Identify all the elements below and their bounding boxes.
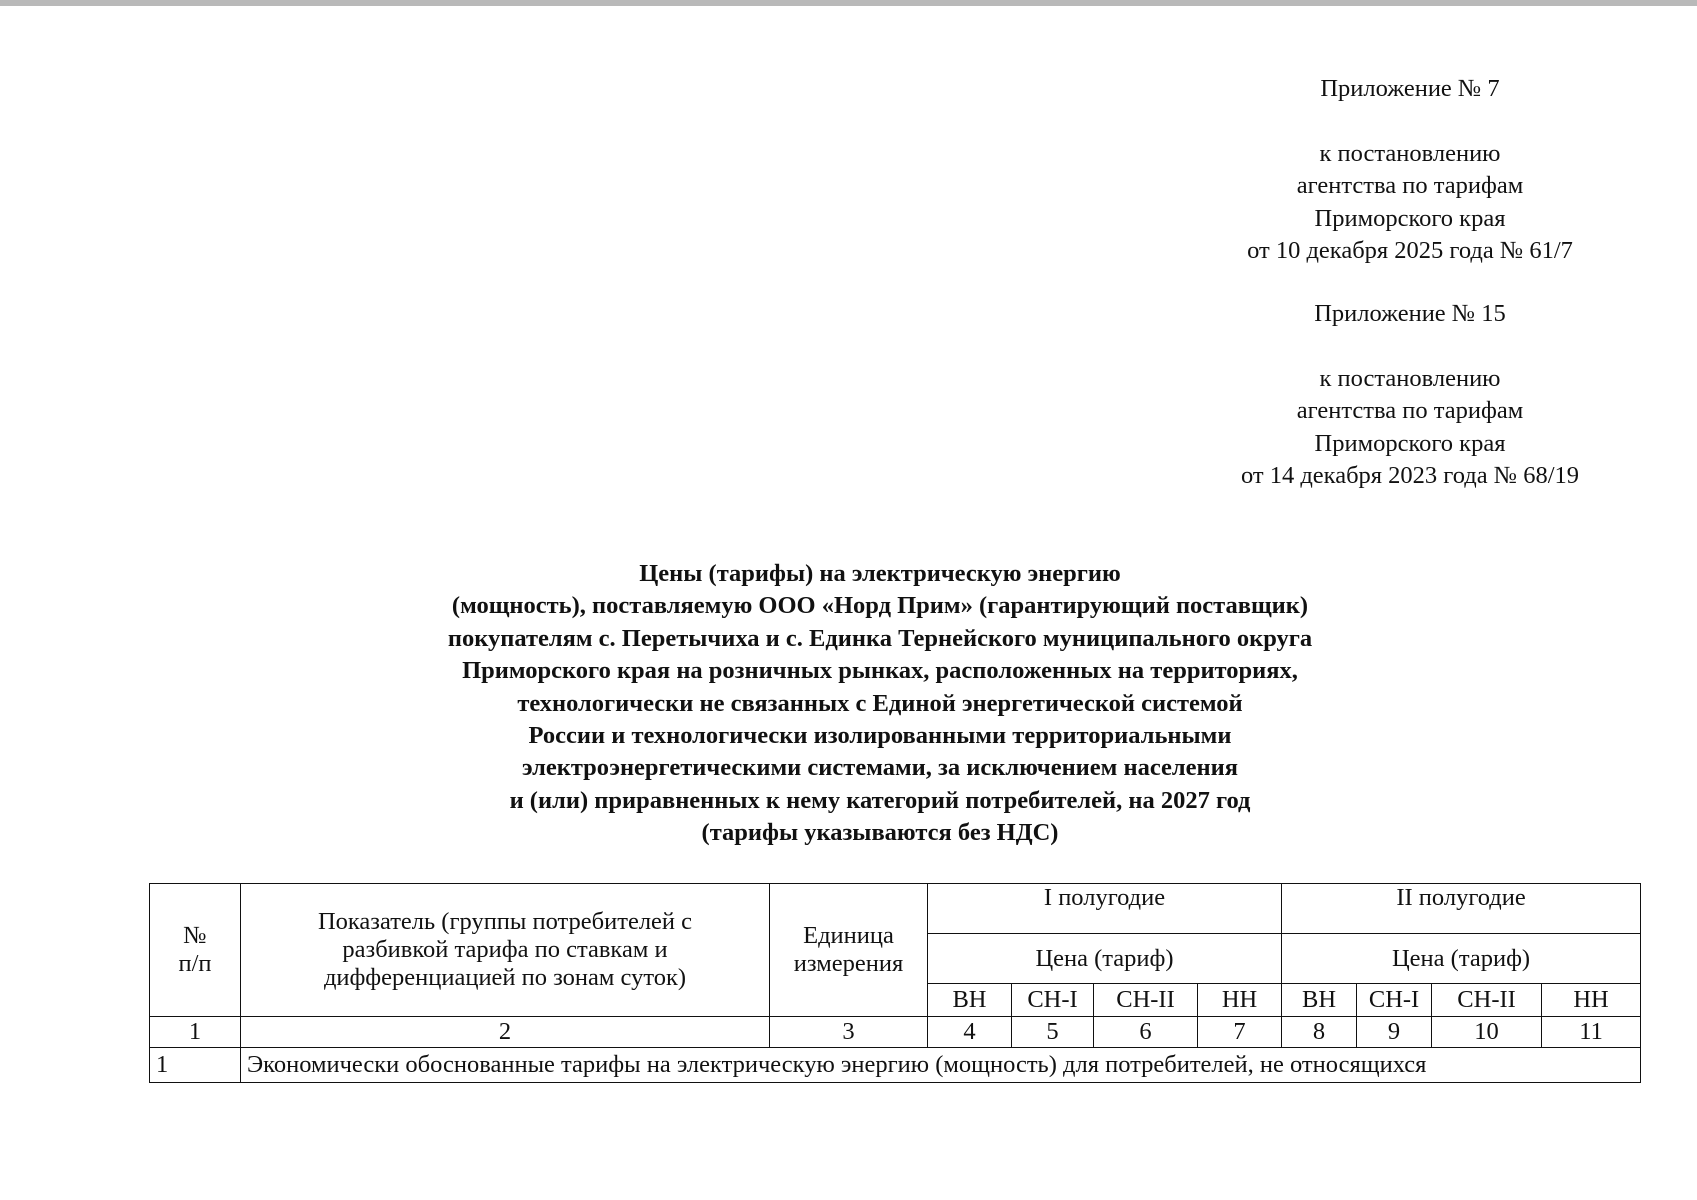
column-number: 5 — [1012, 1017, 1094, 1048]
title-line: Приморского края на розничных рынках, расположенных на территориях, — [462, 657, 1298, 685]
appendix-7-block — [1160, 73, 1660, 268]
appendix-15-line-3: Приморского края — [1314, 429, 1506, 457]
title-line: электроэнергетическими системами, за исключением населения — [521, 754, 1239, 782]
header-voltage-level: СН-I — [1012, 984, 1094, 1017]
table-row — [150, 1048, 1641, 1083]
column-number: 9 — [1357, 1017, 1432, 1048]
header-price-2: Цена (тариф) — [1282, 934, 1641, 984]
header-unit-cell — [770, 884, 928, 1017]
appendix-15-line-2: агентства по тарифам — [1296, 397, 1524, 424]
header-voltage-level: СН-I — [1357, 984, 1432, 1017]
column-number: 10 — [1432, 1017, 1542, 1048]
column-number: 7 — [1198, 1017, 1282, 1048]
header-half-1: I полугодие — [928, 884, 1282, 934]
tariff-table — [149, 883, 1641, 1083]
column-number: 3 — [770, 1017, 928, 1048]
title-line: и (или) приравненных к нему категорий потребителей, на 2027 год — [509, 786, 1251, 814]
column-number: 8 — [1282, 1017, 1357, 1048]
appendix-15-label: Приложение № 15 — [1314, 300, 1506, 327]
header-indicator-cell — [241, 884, 770, 1017]
header-price-1: Цена (тариф) — [928, 934, 1282, 984]
document-title — [330, 558, 1430, 850]
appendix-7-line-4: от 10 декабря 2025 года № 61/7 — [1247, 237, 1573, 264]
header-voltage-level: ВН — [1282, 984, 1357, 1017]
header-voltage-level: СН-II — [1094, 984, 1198, 1017]
column-number: 1 — [150, 1017, 241, 1048]
header-voltage-level: ВН — [928, 984, 1012, 1017]
table-header-row — [150, 884, 1641, 934]
title-line: Цены (тарифы) на электрическую энергию — [639, 560, 1121, 587]
header-num-cell — [150, 884, 241, 1017]
title-line: (мощность), поставляемую ООО «Норд Прим» (гарантирующий поставщик) — [451, 592, 1309, 620]
appendix-15-line-1: к постановлению — [1319, 364, 1501, 392]
column-number: 2 — [241, 1017, 770, 1048]
header-unit-line: Единица — [803, 922, 894, 949]
column-number: 4 — [928, 1017, 1012, 1048]
appendix-7-label: Приложение № 7 — [1320, 75, 1500, 102]
column-number: 6 — [1094, 1017, 1198, 1048]
title-line: покупателям с. Перетычиха и с. Единка Тернейского муниципального округа — [447, 624, 1313, 652]
row-section-text: Экономически обоснованные тарифы на электрическую энергию (мощность) для потребителей, не относящихся — [241, 1048, 1641, 1083]
appendix-15-line-4: от 14 декабря 2023 года № 68/19 — [1240, 462, 1580, 489]
header-unit-line: измерения — [793, 950, 904, 977]
header-indicator-line: разбивкой тарифа по ставкам и — [342, 936, 668, 963]
header-indicator-line: дифференциацией по зонам суток) — [323, 964, 687, 991]
header-indicator-line: Показатель (группы потребителей с — [317, 908, 693, 935]
appendix-15-block — [1160, 298, 1660, 493]
header-num-abbr: п/п — [178, 950, 212, 977]
header-voltage-level: НН — [1542, 984, 1641, 1017]
header-voltage-level: НН — [1198, 984, 1282, 1017]
appendix-7-line-2: агентства по тарифам — [1296, 172, 1524, 199]
column-number-row — [150, 1017, 1641, 1048]
appendix-7-line-3: Приморского края — [1314, 204, 1506, 232]
title-line: (тарифы указываются без НДС) — [701, 819, 1059, 847]
row-number: 1 — [150, 1048, 241, 1083]
header-half-2: II полугодие — [1282, 884, 1641, 934]
title-line: технологически не связанных с Единой энергетической системой — [517, 689, 1243, 717]
column-number: 11 — [1542, 1017, 1641, 1048]
header-num-symbol: № — [183, 922, 207, 949]
appendix-7-line-1: к постановлению — [1319, 139, 1501, 167]
title-line: России и технологически изолированными территориальными — [528, 722, 1232, 750]
header-voltage-level: СН-II — [1432, 984, 1542, 1017]
scan-edge — [0, 0, 1697, 6]
